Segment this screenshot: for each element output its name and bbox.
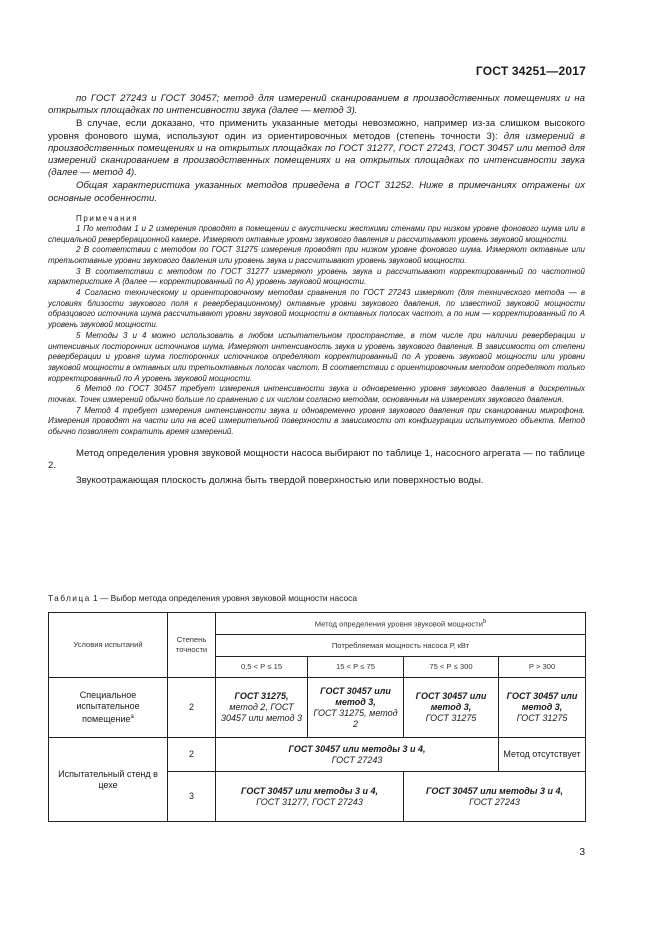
header-power: Потребляемая мощность насоса Р, кВт <box>216 635 586 657</box>
body-text <box>48 93 585 488</box>
paragraph-2-plain: В случае, если доказано, что применить указанные методы невозможно, например из-за слишком высокого уровня фонового шума, используют один из ориентировочных методов (степень точности 3): <box>48 118 585 142</box>
row1-condition-text: Специальное испытательное помещение <box>76 690 140 724</box>
header-accuracy: Степень точности <box>168 613 216 678</box>
header-method-text: Метод определения уровня звуковой мощности <box>314 619 483 629</box>
header-method <box>216 613 586 635</box>
row2-condition: Испытательный стенд в цехе <box>49 738 168 822</box>
paragraph-3: Общая характеристика указанных методов приведена в ГОСТ 31252. Ниже в примечаниях отражены их основные особенности. <box>48 180 585 204</box>
header-range-1: 0,5 < Р ≤ 15 <box>216 657 308 678</box>
row1-cell-3-primary: ГОСТ 30457 или метод 3, <box>415 691 487 712</box>
row1-cell-4 <box>499 678 586 738</box>
row3-cell-right-primary: ГОСТ 30457 или методы 3 и 4, <box>426 785 563 796</box>
note-item: 5 Методы 3 и 4 можно использовать в любом испытательном пространстве, в том числе при наличии реверберации и интенсивных посторонних источников шума. Измеряют интенсивность звука и уровень звукового давления. В зависимости от степени реверберации и уровня шума посторонних источников определяют корректированный по А уровень звуковой мощности или уровни звуковой мощности в октавных или третьоктавных полосах частот. В соответствии с ориентировочным методом определяют только корректированный по А уровень звуковой мощности. <box>48 330 585 383</box>
row3-cell-right <box>404 772 586 822</box>
paragraph-2 <box>48 118 585 179</box>
row2-cell-4: Метод отсутствует <box>499 738 586 772</box>
note-item: 1 По методам 1 и 2 измерения проводят в помещении с акустически жесткими стенами при низком уровне фонового шума или в специальной реверберационной камере. Измеряют октавные уровни звукового давления и рассчитывают уровень звуковой мощности. <box>48 223 585 244</box>
paragraph-1: по ГОСТ 27243 и ГОСТ 30457; метод для измерений сканированием в производственных помещениях и на открытых площадках по интенсивности звука (далее — метод 3). <box>48 93 585 117</box>
note-item: 4 Согласно техническому и ориентировочному методам сравнения по ГОСТ 27243 измеряют (для технического метода — в условиях близости звукового поля к реверберационному) октавные уровни звукового давления, по известной звуковой мощности образцового источника шума рассчитывают уровни звуковой мощности в октавных полосах частот, а по ним — корректированный по А уровень звуковой мощности. <box>48 288 585 330</box>
header-method-footnote: b <box>482 619 487 626</box>
table-caption-text: 1 — Выбор метода определения уровня звуковой мощности насоса <box>90 593 357 603</box>
row3-cell-left-alt: ГОСТ 31277, ГОСТ 27243 <box>256 796 363 807</box>
row2-cell-alt: ГОСТ 27243 <box>331 754 383 765</box>
row1-cell-3 <box>404 678 499 738</box>
note-item: 2 В соответствии с методом по ГОСТ 31275 измерения проводят при низком уровне фонового шума. Измеряют октавные или третьоктавные уровни звукового давления или уровень звука и рассчитывают уровень звуковой мощности. <box>48 245 585 265</box>
row1-cell-4-primary: ГОСТ 30457 или метод 3, <box>506 691 578 712</box>
row3-cell-left <box>216 772 404 822</box>
table-caption <box>48 593 357 603</box>
row1-cell-1-primary: ГОСТ 31275, <box>234 691 289 701</box>
header-range-3: 75 < Р ≤ 300 <box>404 657 499 678</box>
row3-cell-left-primary: ГОСТ 30457 или методы 3 и 4, <box>241 785 378 796</box>
row1-cell-1 <box>216 678 308 738</box>
row2-cell-merged <box>216 738 499 772</box>
table-caption-label: Таблица <box>48 593 91 603</box>
row1-cell-1-alt: метод 2, ГОСТ 30457 или метод 3 <box>220 702 303 723</box>
header-conditions: Условия испытаний <box>49 613 168 678</box>
header-range-2: 15 < Р ≤ 75 <box>308 657 404 678</box>
row3-accuracy: 3 <box>168 772 216 822</box>
row1-cell-2-primary: ГОСТ 30457 или метод 3, <box>320 685 391 707</box>
row1-condition <box>49 678 168 738</box>
paragraph-method-selection: Метод определения уровня звуковой мощности насоса выбирают по таблице 1, насосного агрегата — по таблице 2. <box>48 447 585 472</box>
row1-accuracy: 2 <box>168 678 216 738</box>
row2-accuracy: 2 <box>168 738 216 772</box>
method-selection-table <box>48 612 586 822</box>
row2-cell-primary: ГОСТ 30457 или методы 3 и 4, <box>288 743 426 754</box>
row1-cell-4-alt: ГОСТ 31275 <box>516 713 568 723</box>
paragraph-2-italic: для измерений в производственных помещениях и на открытых площадках по ГОСТ 31277, ГОСТ 27243, ГОСТ 30457 или метод для измерений сканированием в производственных помещениях и на открытых площадках по интенсивности звука (далее — метод 4). <box>48 130 585 179</box>
row3-cell-right-alt: ГОСТ 27243 <box>469 796 520 807</box>
notes-heading: Примечания <box>76 213 139 223</box>
row1-cell-2 <box>308 678 404 738</box>
page-number: 3 <box>579 847 585 858</box>
row1-condition-footnote: a <box>130 714 134 720</box>
header-range-4: Р > 300 <box>499 657 586 678</box>
note-item: 7 Метод 4 требует измерения интенсивности звука и одновременно уровня звукового давления при сканировании микрофона. Измерения проводят на части или на всей измерительной поверхности в зависимости от конфигурации испытуемого объекта. Метод обычно позволяет сократить время измерений. <box>48 405 585 437</box>
paragraph-reflecting-plane: Звукоотражающая плоскость должна быть твердой поверхностью или поверхностью воды. <box>76 475 484 487</box>
row1-cell-2-alt: ГОСТ 31275, метод 2 <box>313 707 398 729</box>
note-item: 6 Метод по ГОСТ 30457 требует измерения интенсивности звука и одновременно уровня звукового давления в дискретных точках. Точек измерений обычно больше по сравнению с их числом согласно методам, основанным на измерениях звукового давления. <box>48 384 585 405</box>
row1-cell-3-alt: ГОСТ 31275 <box>425 713 477 723</box>
document-code-header: ГОСТ 34251—2017 <box>475 64 586 78</box>
note-item: 3 В соответствии с методом по ГОСТ 31277 измеряют уровень звука и рассчитывают корректированный по частотной характеристике А (далее — корректированный по А) уровень звуковой мощности. <box>48 266 585 287</box>
